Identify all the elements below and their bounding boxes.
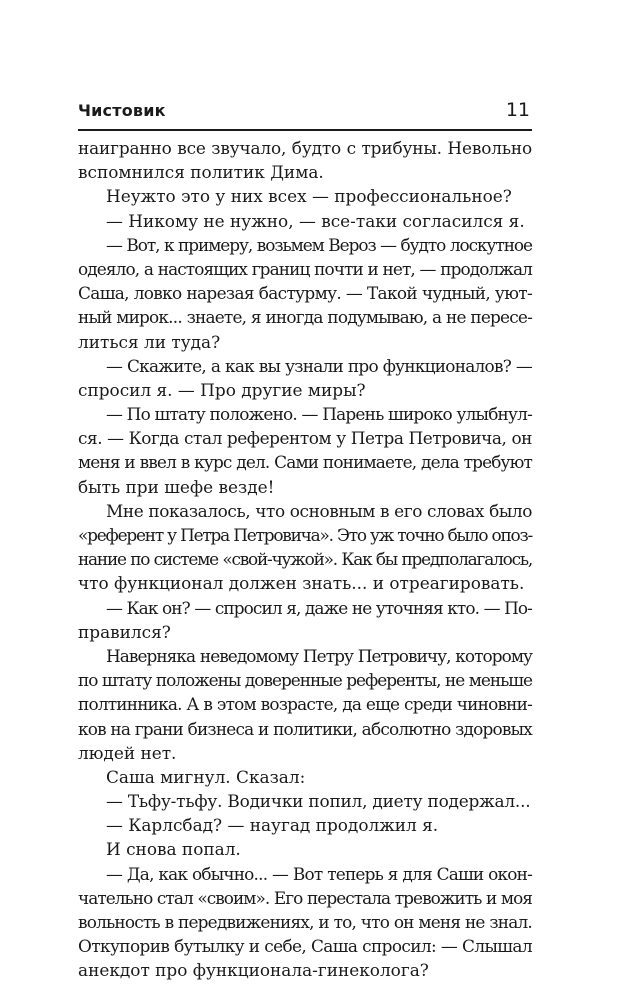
- text-line: правился?: [78, 621, 171, 642]
- text-line: меня и ввел в курс дел. Сами понимаете, дела требуют: [78, 452, 532, 473]
- text-line: спросил я. — Про другие миры?: [78, 379, 366, 400]
- text-line: — Да, как обычно... — Вот теперь я для Саши окон-: [106, 863, 532, 884]
- page-number: 11: [505, 99, 530, 121]
- text-line: одеяло, а настоящих границ почти и нет, — продолжал: [78, 258, 532, 279]
- text-line: — По штату положено. — Парень широко улыбнул-: [106, 404, 532, 425]
- text-line: людей нет.: [78, 742, 177, 763]
- text-line: — Никому не нужно, — все-таки согласился я.: [106, 210, 525, 231]
- text-line: по штату положены доверенные референты, не меньше: [78, 670, 532, 691]
- text-line: И снова попал.: [106, 839, 241, 860]
- text-line: — Тьфу-тьфу. Водички попил, диету подержал...: [106, 791, 531, 812]
- text-line: ный мирок... знаете, я иногда подумываю, а не пересе-: [78, 307, 532, 328]
- text-line: Саша мигнул. Сказал:: [106, 766, 306, 787]
- text-line: Саша, ловко нарезая бастурму. — Такой чудный, уют-: [78, 283, 532, 304]
- text-line: чательно стал «своим». Его перестала тревожить и моя: [78, 887, 532, 908]
- text-line: полтинника. А в этом возрасте, да еще среди чиновни-: [78, 694, 532, 715]
- text-line: вспомнился политик Дима.: [78, 162, 324, 183]
- text-line: «референт у Петра Петровича». Это уж точно было опоз-: [78, 525, 532, 545]
- text-line: быть при шефе везде!: [78, 476, 275, 497]
- text-line: вольность в передвижениях, и то, что он меня не знал.: [78, 912, 532, 932]
- text-line: Наверняка неведомому Петру Петровичу, которому: [106, 645, 532, 666]
- text-line: наигранно все звучало, будто с трибуны. Невольно: [78, 138, 532, 158]
- running-title: Чистовик: [78, 101, 166, 120]
- text-line: — Вот, к примеру, возьмем Вероз — будто лоскутное: [106, 234, 532, 255]
- text-line: литься ли туда?: [78, 331, 221, 352]
- text-line: Мне показалось, что основным в его словах было: [106, 500, 532, 521]
- text-line: ся. — Когда стал референтом у Петра Петровича, он: [78, 428, 532, 449]
- running-head: [78, 99, 534, 127]
- text-line: — Как он? — спросил я, даже не уточняя кто. — По-: [106, 597, 532, 618]
- header-rule: [78, 129, 532, 131]
- text-line: что функционал должен знать... и отреагировать.: [78, 573, 525, 594]
- text-line: анекдот про функционала-гинеколога?: [78, 960, 429, 981]
- text-line: нание по системе «свой-чужой». Как бы предполагалось,: [78, 549, 532, 570]
- text-line: — Карлсбад? — наугад продолжил я.: [106, 815, 439, 836]
- text-line: Неужто это у них всех — профессиональное?: [106, 186, 512, 207]
- text-line: Откупорив бутылку и себе, Саша спросил: — Слышал: [78, 936, 532, 957]
- text-line: ков на грани бизнеса и политики, абсолютно здоровых: [78, 718, 532, 739]
- text-line: — Скажите, а как вы узнали про функционалов? —: [106, 355, 532, 376]
- body-text: [78, 136, 532, 983]
